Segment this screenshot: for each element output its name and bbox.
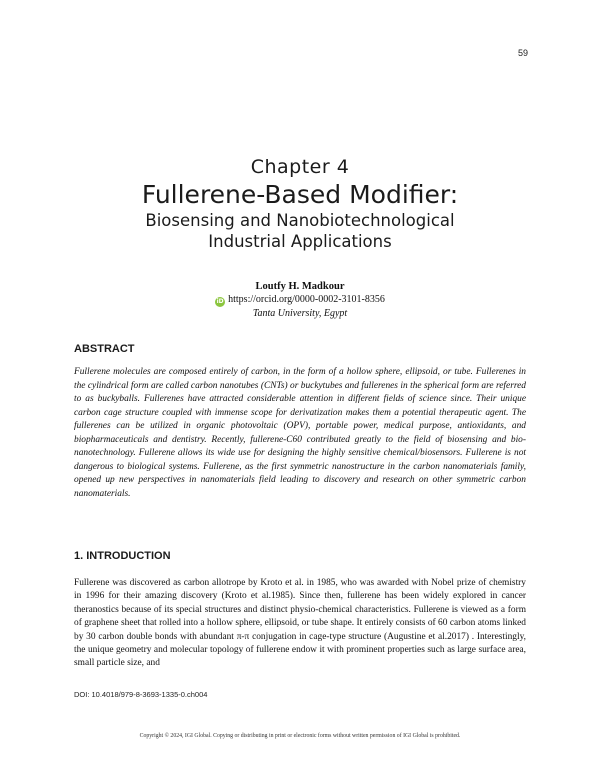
chapter-subtitle-line-2: Industrial Applications [208,232,392,251]
author-name: Loutfy H. Madkour [255,281,345,292]
author-affiliation: Tanta University, Egypt [252,308,348,319]
introduction-paragraph: Fullerene was discovered as carbon allotrope by Kroto et al. in 1985, who was awarded with Nobel prize of chemistry in 1996 for their amazing discovery (Kroto et al.1985). Since then, fullerene has been widely explored in cancer theranostics because of its special structures and distinct physio-chemical characteristics. Fullerene is viewed as a form of graphene sheet that rolled into a hollow sphere, ellipsoid, or tube shape. It entirely consists of 60 carbon atoms linked by 30 carbon double bonds with abundant π-π conjugation in cage-type structure (Augustine et al.2017) . Interestingly, the unique geometry and molecular topology of fullerene endow it with prominent properties such as large surface area, small particle size, and [74,578,526,669]
abstract-text [74,366,526,501]
doi: DOI: 10.4018/979-8-3693-1335-0.ch004 [74,690,208,699]
copyright-notice: Copyright © 2024, IGI Global. Copying or distributing in print or electronic forms without written permission of IGI Global is prohibited. [139,733,461,739]
author-orcid [0,294,600,307]
orcid-icon: iD [216,298,224,305]
abstract-heading: ABSTRACT [74,343,135,355]
chapter-subtitle [0,210,600,252]
introduction-heading: 1. INTRODUCTION [74,550,171,562]
abstract-paragraph: Fullerene molecules are composed entirely of carbon, in the form of a hollow sphere, ellipsoid, or tube. Fullerenes in the cylindrical form are called carbon nanotubes (CNTs) or buckytubes and fullerenes in the spherical form are referred to as buckyballs. Fullerenes have attracted considerable attention in different fields of science since. Their unique carbon cage structure coupled with immense scope for derivatization makes them a potential therapeutic agent. The fullerenes can be utilized in organic photovoltaic (OPV), portable power, medical purpose, antioxidants, and biopharmaceuticals and dentistry. Recently, fullerene-C60 contributed greatly to the field of biosensing and bio-nanotechnology. Fullerene allows its wide use for designing the highly sensitive chemical/biosensors. Fullerene is not dangerous to biological systems. Fullerene, as the first symmetric nanostructure in the carbon nanomaterials family, opened up new perspectives in nanomaterials field leading to discovery and research on other symmetric carbon nanomaterials. [74,367,526,499]
chapter-label: Chapter 4 [250,156,350,178]
orcid-link[interactable]: https://orcid.org/0000-0002-3101-8356 [228,294,385,305]
chapter-subtitle-line-1: Biosensing and Nanobiotechnological [145,211,455,230]
introduction-text [74,577,526,671]
chapter-title: Fullerene-Based Modifier: [141,180,459,209]
page-number: 59 [517,48,528,58]
